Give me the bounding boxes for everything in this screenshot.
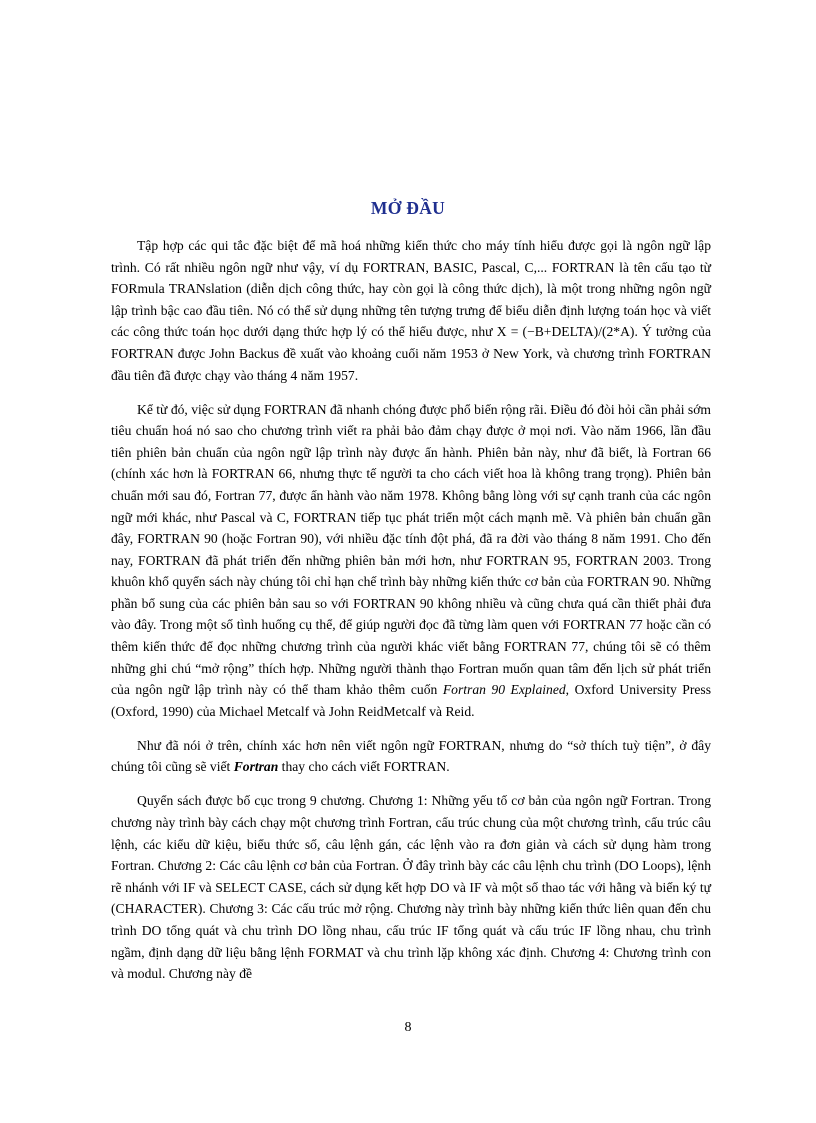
book-title-emphasis: Fortran 90 Explained — [442, 682, 566, 698]
paragraph-3 — [111, 735, 711, 778]
paragraph-3-text-a: Như đã nói ở trên, chính xác hơn nên viết ngôn ngữ FORTRAN, nhưng do “sở thích tuỳ tiện”, ở đây chúng tôi cũng sẽ viết — [111, 737, 711, 775]
paragraph-2 — [111, 399, 711, 723]
paragraph-4: Quyển sách được bố cục trong 9 chương. Chương 1: Những yếu tố cơ bản của ngôn ngữ Fortran. Trong chương này trình bày cách chạy một chương trình Fortran, cấu trúc chung của một chương trình, cấu trúc câu lệnh, các kiểu dữ kiệu, biểu thức số, câu lệnh gán, các lệnh vào ra đơn giản và cách sử dụng hàm trong Fortran. Chương 2: Các câu lệnh cơ bản của Fortran. Ở đây trình bày các câu lệnh chu trình (DO Loops), lệnh rẽ nhánh với IF và SELECT CASE, cách sử dụng kết hợp DO và IF và một số thao tác với hằng và biến ký tự (CHARACTER). Chương 3: Các cấu trúc mở rộng. Chương này trình bày những kiến thức liên quan đến chu trình DO tổng quát và chu trình DO lồng nhau, cấu trúc IF tổng quát và cấu trúc IF lồng nhau, chu trình ngầm, định dạng dữ liệu bằng lệnh FORMAT và chu trình lặp không xác định. Chương 4: Chương trình con và modul. Chương này đề — [111, 793, 711, 982]
paragraph-2-text-a: Kể từ đó, việc sử dụng FORTRAN đã nhanh chóng được phổ biến rộng rãi. Điều đó đòi hỏi cần phải sớm tiêu chuẩn hoá nó sao cho chương trình viết ra phải bảo đảm chạy được ở mọi nơi. Vào năm 1966, lần đầu tiên phiên bản chuẩn của ngôn ngữ lập trình này được ấn hành. Phiên bản này, như đã biết, là Fortran 66 (chính xác hơn là FORTRAN 66, nhưng thực tế người ta cho cách viết hoa là không trang trọng). Phiên bản chuẩn mới sau đó, Fortran 77, được ấn hành vào năm 1978. Không bằng lòng với sự cạnh tranh của các ngôn ngữ mới khác, như Pascal và C, FORTRAN tiếp tục phát triển một cách mạnh mẽ. Và phiên bản chuẩn gần đây, FORTRAN 90 (hoặc Fortran 90), với nhiều đặc tính đột phá, đã ra đời vào tháng 8 năm 1991. Cho đến nay, FORTRAN đã phát triển đến những phiên bản mới hơn, như FORTRAN 95, FORTRAN 2003. Trong khuôn khổ quyển sách này chúng tôi chỉ hạn chế trình bày những kiến thức cơ bản của FORTRAN 90. Những phần bổ sung của các phiên bản sau so với FORTRAN 90 không nhiều và cũng chưa quá cần thiết phải đưa vào đây. Trong một số tình huống cụ thể, để giúp người đọc đã từng làm quen với FORTRAN 77 hoặc cần có thêm kiến thức để đọc những chương trình của người khác viết bằng FORTRAN 77, chúng tôi sẽ có thêm những ghi chú “mở rộng” thích hợp. Những người thành thạo Fortran muốn quan tâm đến lịch sử phát triển của ngôn ngữ lập trình này có thể tham khảo thêm cuốn — [111, 401, 711, 698]
page-title: MỞ ĐẦU — [370, 198, 446, 218]
paragraph-3-text-b: thay cho cách viết FORTRAN. — [278, 759, 450, 775]
paragraph-1: Tập hợp các qui tắc đặc biệt để mã hoá những kiến thức cho máy tính hiểu được gọi là ngôn ngữ lập trình. Có rất nhiều ngôn ngữ như vậy, ví dụ FORTRAN, BASIC, Pascal, C,... FORTRAN là tên cấu tạo từ FORmula TRANslation (diễn dịch công thức, hay còn gọi là công thức dịch), là một trong những ngôn ngữ lập trình bậc cao đầu tiên. Nó có thể sử dụng những tên tượng trưng để biểu diễn định lượng toán học và viết các công thức toán học dưới dạng thức hợp lý có thể hiểu được, như X = (−B+DELTA)/(2*A). Ý tưởng của FORTRAN được John Backus đề xuất vào khoảng cuối năm 1953 ở New York, và chương trình FORTRAN đầu tiên đã được chạy vào tháng 4 năm 1957. — [111, 238, 711, 383]
body-text — [111, 235, 711, 997]
fortran-emphasis: Fortran — [233, 759, 279, 775]
page-number: 8 — [404, 1020, 412, 1035]
paragraph-2-text-b: , Oxford University Press (Oxford, 1990) của Michael Metcalf và John ReidMetcalf và Reid. — [111, 682, 711, 719]
